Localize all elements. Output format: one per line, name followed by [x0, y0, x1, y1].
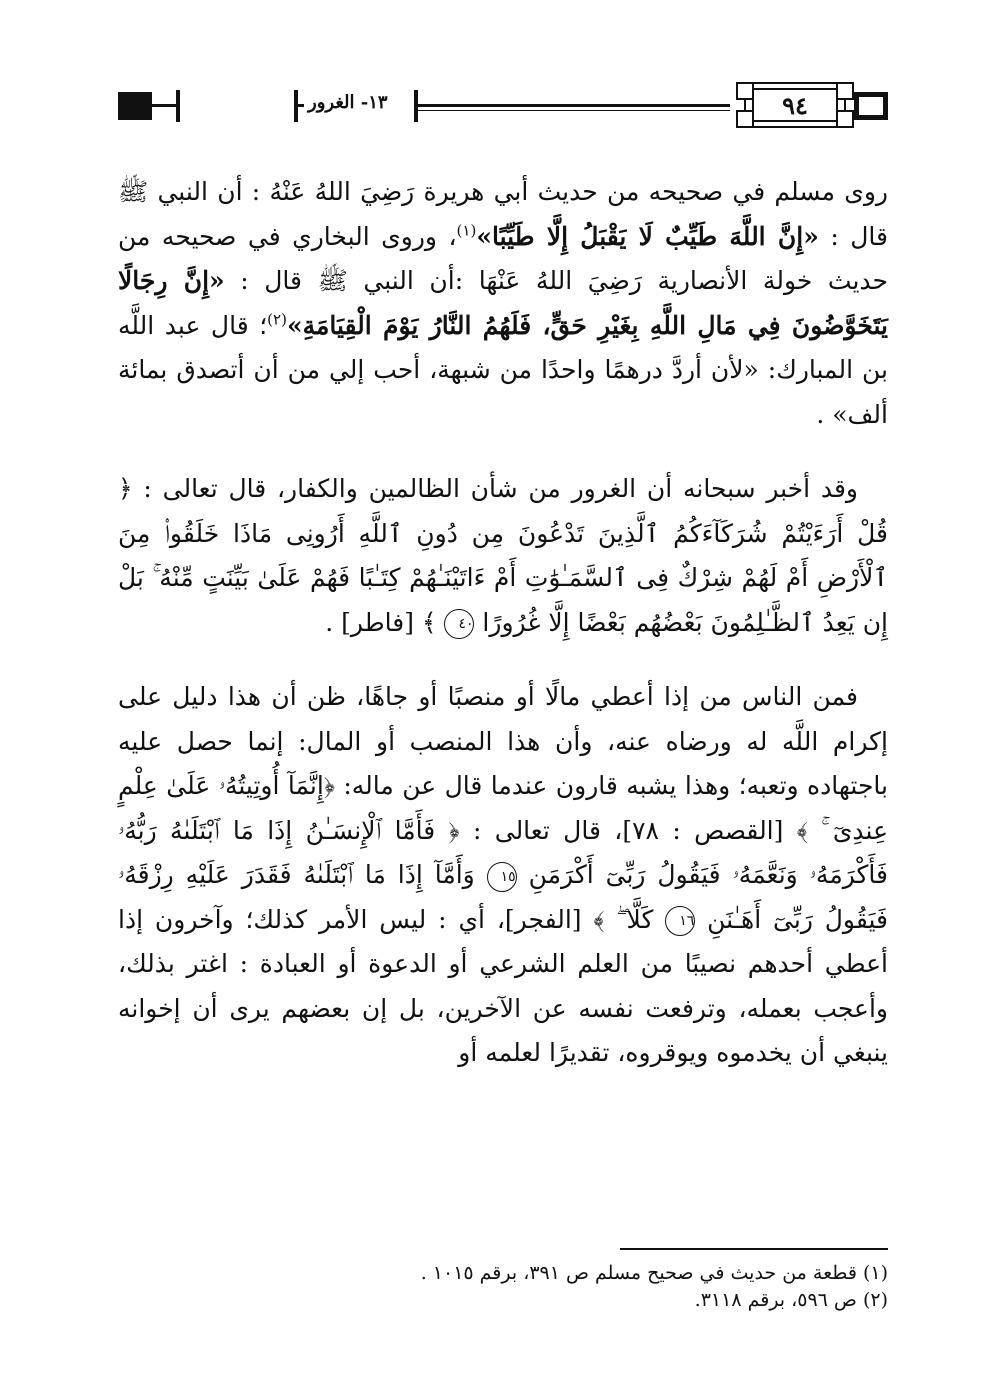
- chapter-title: ١٣- الغرور: [308, 92, 388, 113]
- header-right-square: [854, 92, 888, 120]
- main-text: [118, 170, 888, 1076]
- hadith-quote: «إِنَّ رِجَالًا يَتَخَوَّضُونَ فِي مَالِ اللَّهِ بِغَيْرِ حَقٍّ، فَلَهُمُ النَّارُ يَوْمَ الْقِيَامَةِ»: [118, 266, 888, 340]
- footnote-reference: (١): [456, 221, 477, 240]
- ayah-number-marker: ١٥: [487, 862, 517, 892]
- paragraph: [118, 467, 888, 645]
- footnote-reference: (٢): [267, 310, 287, 329]
- text-run: ؛ قال عبد اللَّه بن المبارك: «لأن أردَّ درهمًا واحدًا من شبهة، أحب إلي من أن أتصدق بمائة ألف» .: [118, 310, 888, 429]
- paragraph: [118, 170, 888, 437]
- page-number: ٩٤: [752, 88, 838, 122]
- ayah-number-marker: ١٦: [665, 906, 695, 936]
- header-rule-thin: [418, 110, 730, 111]
- frame-ornament: [836, 110, 854, 128]
- header-left-square: [118, 92, 152, 120]
- footnote-1: (١) قطعة من حديث في صحيح مسلم ص ٣٩١، برقم ١٠١٥ .: [420, 1262, 888, 1284]
- footnote-separator: [620, 1248, 888, 1250]
- text-run: روى مسلم في صحيحه من حديث أبي هريرة رَضِيَ اللهُ عَنْهُ : أن النبي ﷺ قال :: [118, 177, 888, 251]
- text-run: كَلَّا ۖ ﴾ [الفجر]، أي : ليس الأمر كذلك؛ وآخرون إذا أعطي أحدهم نصيبًا من العلم الشرعي أو الدعوة أو العبادة : اغتر بذلك، وأعجب بعمله، وترفعت نفسه عن الآخرين، بل إن بعضهم يرى أن إخوانه ينبغي أن يخدموه ويوقروه، تقديرًا لعلمه أو: [118, 904, 888, 1067]
- header-bar: [414, 90, 418, 122]
- paragraph: [118, 675, 888, 1076]
- page-number-frame: [730, 82, 860, 128]
- text-run: وَأَمَّآ إِذَا مَا ٱبْتَلَىٰهُ فَقَدَرَ عَلَيْهِ رِزْقَهُۥ فَيَقُولُ رَبِّىٓ أَهَـٰنَنِ: [118, 860, 888, 934]
- text-run: وقد أخبر سبحانه أن الغرور من شأن الظالمين والكفار، قال تعالى : ﴿ قُلْ أَرَءَيْتُمْ شُرَكَآءَكُمُ ٱلَّذِينَ تَدْعُونَ مِن دُونِ ٱللَّهِ أَرُونِى مَاذَا خَلَقُوا۟ مِنَ ٱلْأَرْضِ أَمْ لَهُمْ شِرْكٌ فِى ٱلسَّمَـٰوَٰتِ أَمْ ءَاتَيْنَـٰهُمْ كِتَـٰبًا فَهُمْ عَلَىٰ بَيِّنَتٍ مِّنْهُ ۚ بَلْ إِن يَعِدُ ٱلظَّـٰلِمُونَ بَعْضُهُم بَعْضًا إِلَّا غُرُورًا: [118, 474, 888, 637]
- text-run: فمن الناس من إذا أعطي مالًا أو منصبًا أو جاهًا، ظن أن هذا دليل على إكرام اللَّه له ورضاه عنه، وأن هذا المنصب أو المال: إنما حصل عليه باجتهاده وتعبه؛ وهذا يشبه قارون عندما قال عن ماله: ﴿إِنَّمَآ أُوتِيتُهُۥ عَلَىٰ عِلْمٍ عِندِىٓ ۚ ﴾ [القصص : ٧٨]، قال تعالى : ﴿ فَأَمَّا ٱلْإِنسَـٰنُ إِذَا مَا ٱبْتَلَىٰهُ رَبُّهُۥ فَأَكْرَمَهُۥ وَنَعَّمَهُۥ فَيَقُولُ رَبِّىٓ أَكْرَمَنِ: [118, 682, 888, 889]
- footnote-2: (٢) ص ٥٩٦، برقم ٣١١٨.: [694, 1289, 888, 1311]
- footnotes: [118, 1260, 888, 1314]
- page-header: [118, 80, 888, 132]
- hadith-quote: «إِنَّ اللَّهَ طَيِّبٌ لَا يَقْبَلُ إِلَّا طَيِّبًا»: [476, 221, 819, 251]
- text-run: ، وروى البخاري في صحيحه من حديث خولة الأنصارية رَضِيَ اللهُ عَنْهَا :أن النبي ﷺ قال :: [118, 221, 888, 295]
- header-bar: [176, 90, 180, 122]
- ayah-number-marker: ٤٠: [444, 609, 474, 639]
- frame-ornament: [836, 82, 854, 100]
- header-rule: [298, 104, 304, 107]
- header-rule: [418, 104, 730, 107]
- header-rule: [152, 104, 176, 107]
- text-run: ﴾ [فاطر] .: [325, 607, 445, 637]
